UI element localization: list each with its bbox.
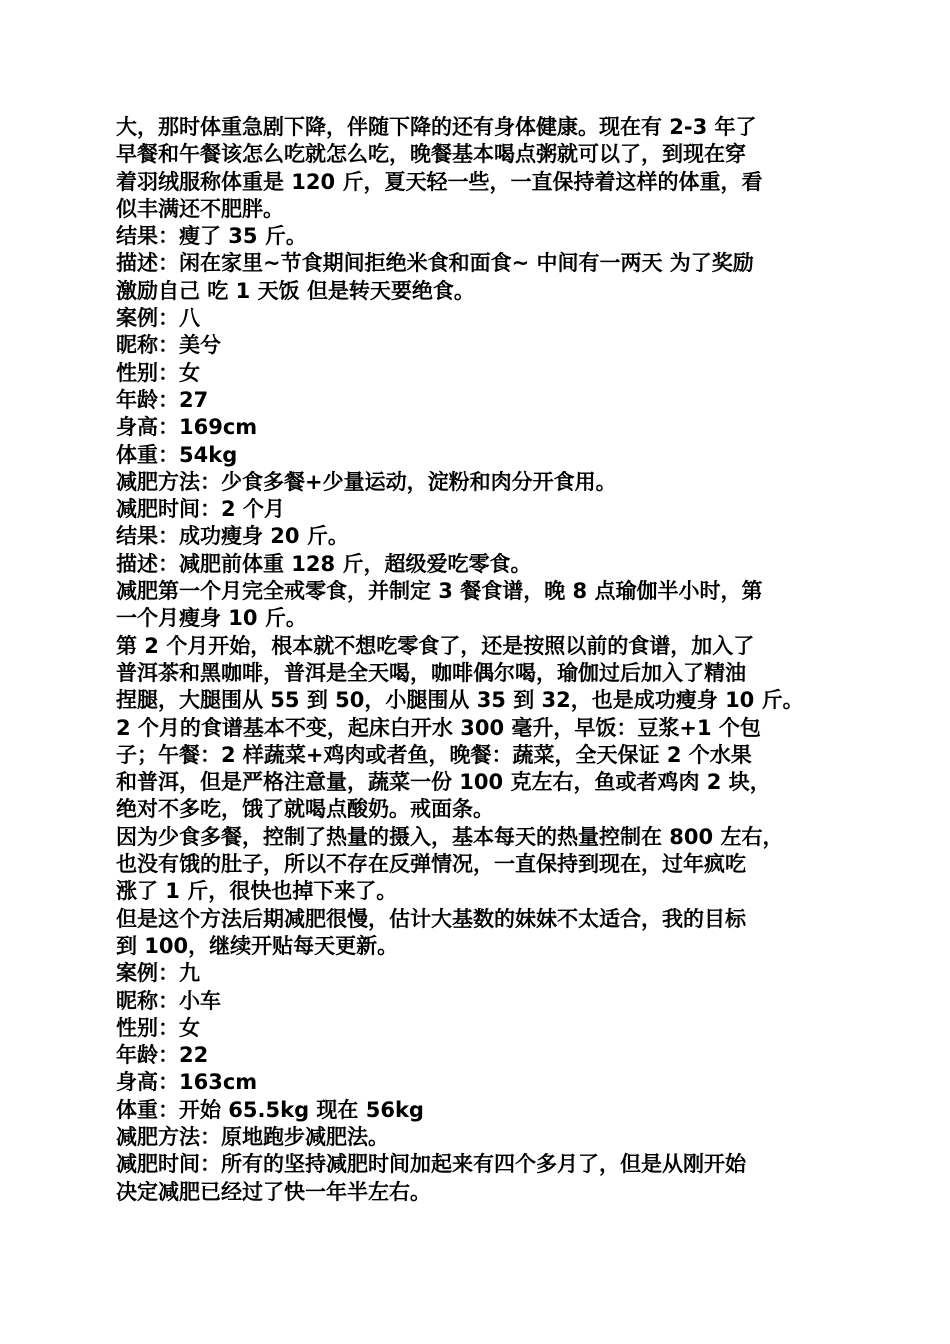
text-line: 减肥第一个月完全戒零食，并制定 3 餐食谱，晚 8 点瑜伽半小时，第 [116,579,763,604]
gender-line: 性别：女 [116,1015,200,1040]
weight-line: 体重：开始 65.5kg 现在 56kg [116,1097,424,1122]
text-line: 激励自己 吃 1 天饭 但是转天要绝食。 [116,278,475,303]
text-line: 也没有饿的肚子，所以不存在反弹情况，一直保持到现在，过年疯吃 [116,852,746,877]
text-line: 绝对不多吃，饿了就喝点酸奶。戒面条。 [116,797,494,822]
duration-line: 减肥时间：2 个月 [116,497,285,522]
age-line: 年龄：27 [116,387,209,412]
weight-line: 体重：54kg [116,442,238,467]
text-line: 早餐和午餐该怎么吃就怎么吃，晚餐基本喝点粥就可以了，到现在穿 [116,142,746,167]
method-line: 减肥方法：少食多餐+少量运动，淀粉和肉分开食用。 [116,469,617,494]
text-line: 决定减肥已经过了快一年半左右。 [116,1179,431,1204]
case-label: 案例：八 [116,306,200,331]
text-line: 涨了 1 斤，很快也掉下来了。 [116,879,398,904]
nickname-line: 昵称：小车 [116,988,221,1013]
text-line: 第 2 个月开始，根本就不想吃零食了，还是按照以前的食谱，加入了 [116,633,755,658]
text-line: 因为少食多餐，控制了热量的摄入，基本每天的热量控制在 800 左右， [116,824,784,849]
text-line: 2 个月的食谱基本不变，起床白开水 300 毫升，早饭：豆浆+1 个包 [116,715,761,740]
nickname-line: 昵称：美兮 [116,333,221,358]
result-line: 结果：瘦了 35 斤。 [116,224,307,249]
text-line: 和普洱，但是严格注意量，蔬菜一份 100 克左右，鱼或者鸡肉 2 块， [116,770,771,795]
text-line: 大，那时体重急剧下降，伴随下降的还有身体健康。现在有 2-3 年了 [116,115,757,139]
document-page [116,114,856,1206]
height-line: 身高：169cm [116,415,258,440]
text-line: 普洱茶和黑咖啡，普洱是全天喝，咖啡偶尔喝，瑜伽过后加入了精油 [116,660,746,685]
description-line: 描述：闲在家里~节食期间拒绝米食和面食~ 中间有一两天 为了奖励 [116,251,754,276]
gender-line: 性别：女 [116,360,200,385]
result-line: 结果：成功瘦身 20 斤。 [116,524,349,549]
text-line: 但是这个方法后期减肥很慢，估计大基数的妹妹不太适合，我的目标 [116,906,746,931]
text-line: 一个月瘦身 10 斤。 [116,606,307,631]
age-line: 年龄：22 [116,1043,209,1068]
height-line: 身高：163cm [116,1070,258,1095]
text-line: 捏腿，大腿围从 55 到 50，小腿围从 35 到 32，也是成功瘦身 10 斤。 [116,688,804,713]
description-line: 描述：减肥前体重 128 斤，超级爱吃零食。 [116,551,532,576]
method-line: 减肥方法：原地跑步减肥法。 [116,1124,389,1149]
text-line: 子；午餐：2 样蔬菜+鸡肉或者鱼，晚餐：蔬菜，全天保证 2 个水果 [116,742,752,767]
text-line: 着羽绒服称体重是 120 斤，夏天轻一些，一直保持着这样的体重，看 [116,169,763,194]
text-line: 到 100，继续开贴每天更新。 [116,933,399,958]
case-label: 案例：九 [116,961,200,986]
text-line: 似丰满还不肥胖。 [116,196,284,221]
duration-line: 减肥时间：所有的坚持减肥时间加起来有四个多月了，但是从刚开始 [116,1152,746,1177]
